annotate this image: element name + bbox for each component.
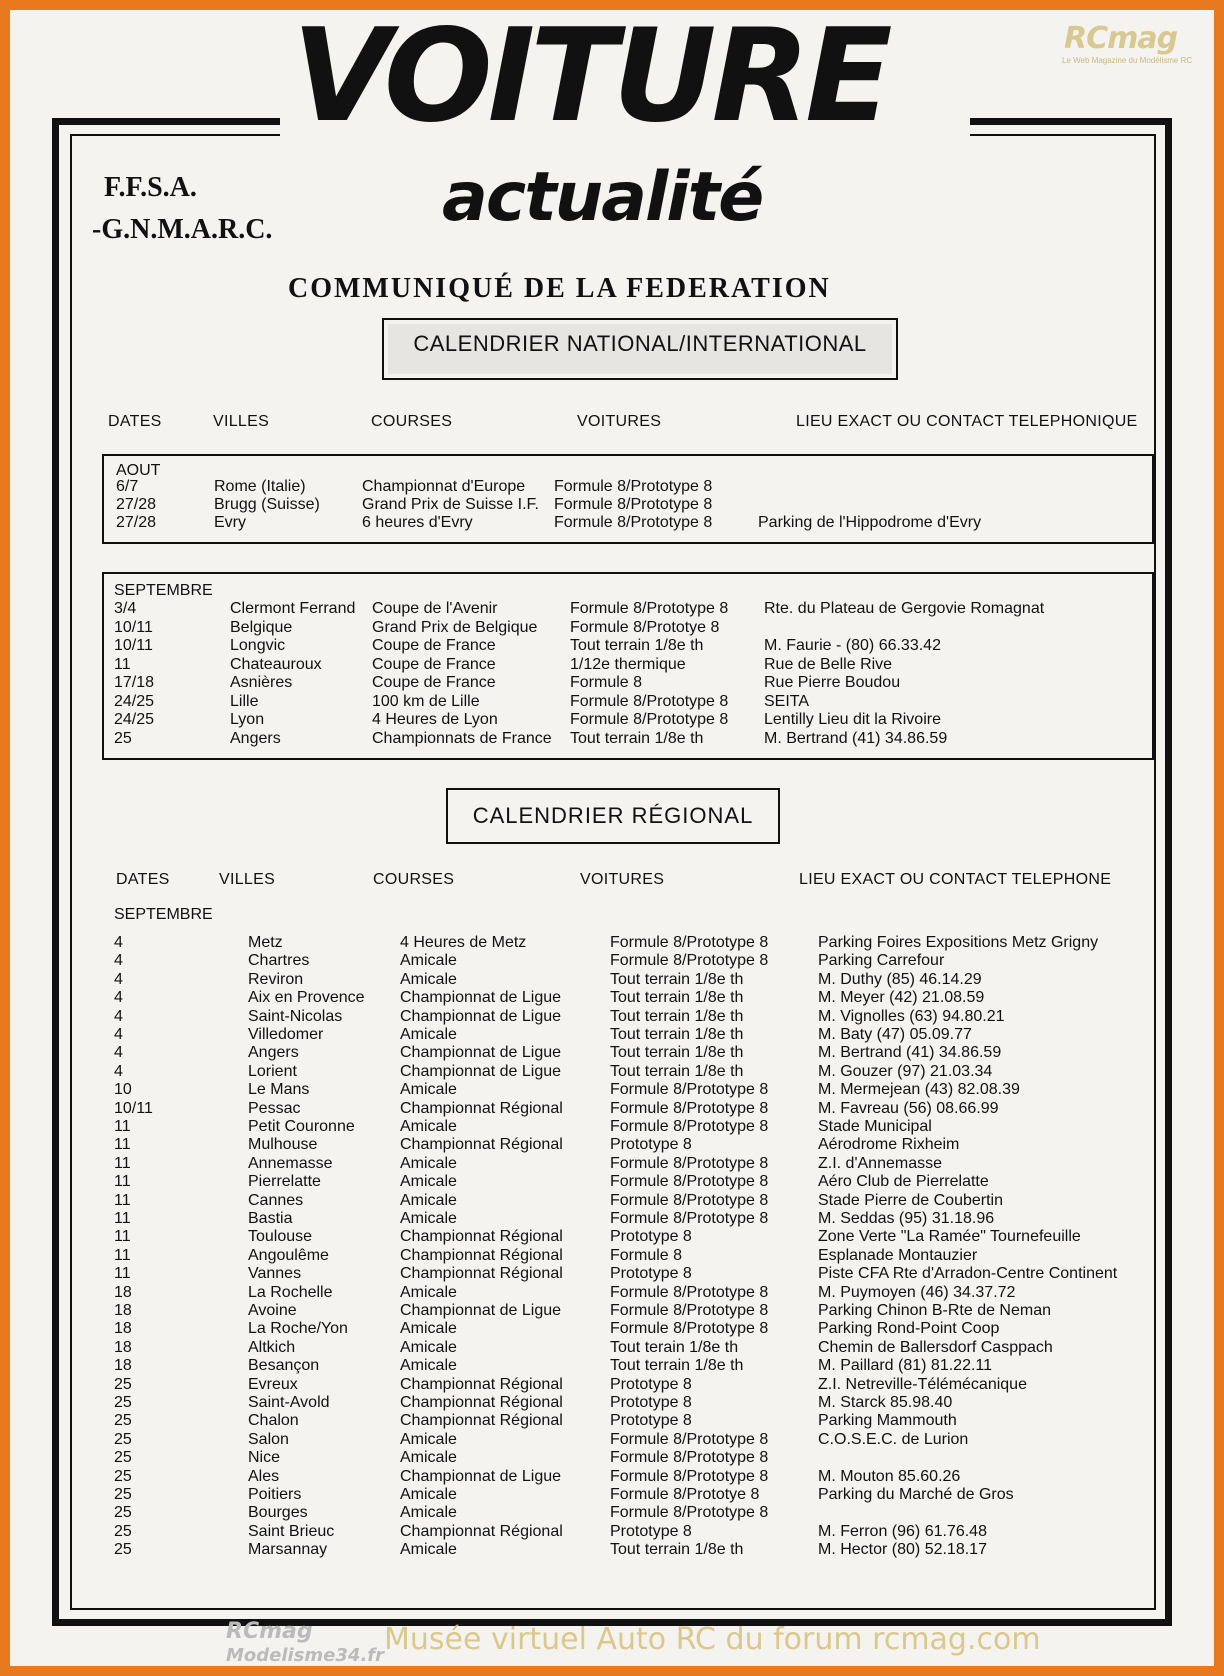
table-row: [10, 952, 1214, 970]
cell-ville: Lorient: [248, 1062, 297, 1080]
cell-ville: Evry: [214, 514, 246, 531]
cell-date: 25: [114, 1467, 132, 1485]
cell-lieu: Parking du Marché de Gros: [818, 1486, 1014, 1503]
cell-ville: Evreux: [248, 1375, 298, 1393]
cell-voiture: Formule 8/Prototype 8: [570, 711, 729, 728]
cell-voiture: Formule 8/Prototype 8: [610, 934, 769, 951]
cell-date: 25: [114, 1412, 132, 1430]
cell-ville: Angers: [230, 729, 281, 747]
cell-course: Coupe de France: [372, 674, 496, 691]
cell-ville: Mulhouse: [248, 1136, 318, 1154]
cell-lieu: Lentilly Lieu dit la Rivoire: [764, 711, 941, 728]
table-row: [10, 1412, 1214, 1430]
cell-date: 25: [114, 1504, 132, 1522]
cell-lieu: M. Mermejean (43) 82.08.39: [818, 1081, 1020, 1099]
cell-ville: Chartres: [248, 952, 310, 970]
cell-voiture: Formule 8/Prototype 8: [610, 1173, 769, 1191]
cell-lieu: Rue de Belle Rive: [764, 655, 893, 673]
cell-lieu: Chemin de Ballersdorf Casppach: [818, 1338, 1053, 1356]
cell-ville: Petit Couronne: [248, 1118, 355, 1135]
table-row: [10, 1081, 1214, 1099]
month-label: AOUT: [116, 462, 161, 479]
cell-course: Amicale: [400, 1191, 457, 1209]
cell-lieu: Aéro Club de Pierrelatte: [818, 1173, 989, 1191]
table-row: [10, 1247, 1214, 1265]
cell-date: 25: [114, 1541, 132, 1559]
cell-voiture: Formule 8/Prototype 8: [610, 1081, 769, 1099]
rcmag-tagline: Le Web Magazine du Modélisme RC: [1062, 56, 1193, 65]
cell-date: 17/18: [114, 674, 155, 691]
table-row: [10, 1504, 1214, 1522]
cell-date: 25: [114, 1394, 132, 1411]
cell-voiture: Formule 8/Prototype 8: [570, 692, 729, 710]
col-lieu: LIEU EXACT OU CONTACT TELEPHONIQUE: [796, 413, 1138, 430]
org-gnmarc: -G.N.M.A.R.C.: [92, 214, 273, 245]
rcmag-watermark-logo: RCmag: [226, 1619, 313, 1644]
table-row: [10, 1210, 1214, 1228]
cell-date: 10/11: [114, 618, 153, 636]
page-title: VOITURE: [292, 10, 888, 151]
cell-course: Championnat Régional: [400, 1136, 563, 1154]
cell-course: Amicale: [400, 1357, 457, 1375]
cell-ville: Saint-Nicolas: [248, 1007, 343, 1025]
col-villes: VILLES: [213, 413, 270, 430]
regional-calendar-title-text: CALENDRIER RÉGIONAL: [472, 803, 754, 828]
cell-date: 24/25: [114, 711, 155, 728]
cell-course: Coupe de l'Avenir: [372, 600, 498, 617]
cell-lieu: M. Favreau (56) 08.66.99: [818, 1099, 999, 1117]
cell-course: Grand Prix de Belgique: [372, 618, 538, 636]
table-row: [10, 989, 1214, 1007]
cell-voiture: Tout terrain 1/8e th: [610, 1357, 744, 1375]
cell-ville: Lille: [230, 692, 259, 710]
cell-course: Amicale: [400, 1118, 457, 1135]
cell-ville: Reviron: [248, 970, 304, 988]
table-row: [10, 934, 1214, 952]
cell-date: 11: [114, 1191, 131, 1209]
table-row: [10, 1523, 1214, 1541]
cell-date: 4: [114, 1007, 123, 1025]
cell-lieu: M. Duthy (85) 46.14.29: [818, 970, 982, 988]
cell-voiture: Prototype 8: [610, 1522, 692, 1540]
cell-voiture: Formule 8/Prototype 8: [554, 478, 713, 495]
cell-date: 4: [114, 1026, 123, 1043]
col-voitures: VOITURES: [580, 871, 665, 888]
month-label: SEPTEMBRE: [114, 582, 213, 599]
cell-lieu: Rte. du Plateau de Gergovie Romagnat: [764, 600, 1045, 617]
cell-ville: Metz: [248, 934, 283, 951]
cell-course: Championnat de Ligue: [400, 1467, 562, 1485]
cell-date: 18: [114, 1283, 132, 1301]
col-courses: COURSES: [373, 871, 455, 888]
table-row: [10, 1228, 1214, 1246]
cell-voiture: Prototype 8: [610, 1375, 692, 1393]
cell-voiture: Formule 8/Prototype 8: [610, 1467, 769, 1485]
col-villes: VILLES: [219, 871, 276, 888]
cell-lieu: SEITA: [764, 692, 810, 710]
table-row: [10, 1302, 1214, 1320]
cell-date: 24/25: [114, 692, 155, 710]
cell-ville: Vannes: [248, 1265, 302, 1283]
col-courses: COURSES: [371, 413, 453, 430]
cell-ville: Aix en Provence: [248, 989, 365, 1007]
cell-course: Amicale: [400, 952, 457, 970]
cell-voiture: Prototype 8: [610, 1265, 692, 1283]
cell-voiture: Prototype 8: [610, 1136, 692, 1154]
table-row: [10, 1357, 1214, 1375]
cell-ville: Chateauroux: [230, 655, 322, 673]
cell-ville: Asnières: [230, 674, 293, 691]
cell-course: Amicale: [400, 1210, 457, 1227]
cell-voiture: Tout terrain 1/8e th: [610, 989, 744, 1007]
cell-course: Championnat de Ligue: [400, 1044, 562, 1062]
cell-course: Amicale: [400, 1486, 457, 1503]
regional-table: [10, 10, 1214, 1666]
cell-course: Amicale: [400, 1026, 457, 1043]
cell-date: 11: [114, 1173, 131, 1191]
cell-date: 11: [114, 1228, 131, 1246]
cell-voiture: Prototype 8: [610, 1228, 692, 1246]
cell-lieu: Aérodrome Rixheim: [818, 1136, 960, 1154]
cell-ville: Marsannay: [248, 1541, 328, 1559]
cell-lieu: M. Meyer (42) 21.08.59: [818, 989, 985, 1007]
cell-course: Amicale: [400, 1449, 457, 1467]
cell-lieu: Parking Foires Expositions Metz Grigny: [818, 934, 1099, 951]
cell-lieu: M. Mouton 85.60.26: [818, 1467, 961, 1485]
cell-course: Championnat Régional: [400, 1246, 563, 1264]
table-row: [10, 1118, 1214, 1136]
cell-course: 4 Heures de Lyon: [372, 711, 498, 728]
table-row: [10, 1100, 1214, 1118]
cell-date: 4: [114, 952, 123, 970]
regional-month-label: SEPTEMBRE: [114, 906, 213, 923]
cell-lieu: M. Vignolles (63) 94.80.21: [818, 1007, 1005, 1025]
cell-lieu: M. Bertrand (41) 34.86.59: [764, 729, 948, 747]
cell-course: Coupe de France: [372, 655, 496, 673]
cell-date: 4: [114, 1044, 123, 1062]
cell-ville: Clermont Ferrand: [230, 600, 356, 617]
cell-ville: Belgique: [230, 618, 293, 636]
cell-voiture: Formule 8/Prototype 8: [610, 1430, 769, 1448]
cell-course: Championnat Régional: [400, 1228, 563, 1246]
modelisme34-watermark: Modelisme34.fr: [226, 1645, 384, 1666]
cell-date: 10/11: [114, 637, 153, 654]
cell-ville: Brugg (Suisse): [214, 496, 320, 513]
communique-heading: COMMUNIQUÉ DE LA FEDERATION: [288, 273, 831, 304]
cell-ville: Angers: [248, 1044, 299, 1062]
national-calendar-title-text: CALENDRIER NATIONAL/INTERNATIONAL: [413, 331, 867, 356]
cell-voiture: Formule 8/Prototype 8: [610, 1302, 769, 1319]
cell-lieu: Rue Pierre Boudou: [764, 674, 901, 691]
cell-course: Championnat de Ligue: [400, 1062, 562, 1080]
cell-voiture: Formule 8/Prototye 8: [570, 618, 720, 636]
cell-lieu: Esplanade Montauzier: [818, 1246, 978, 1264]
cell-lieu: Parking Carrefour: [818, 952, 945, 970]
cell-ville: Toulouse: [248, 1228, 313, 1246]
cell-course: Championnat de Ligue: [400, 989, 562, 1007]
cell-ville: Longvic: [230, 637, 286, 654]
cell-ville: Nice: [248, 1449, 281, 1467]
cell-lieu: M. Faurie - (80) 66.33.42: [764, 637, 941, 654]
cell-course: Amicale: [400, 1283, 457, 1301]
cell-course: Championnat Régional: [400, 1394, 563, 1411]
cell-date: 25: [114, 729, 132, 747]
cell-date: 11: [114, 1136, 131, 1154]
cell-course: Championnat d'Europe: [362, 478, 526, 495]
cell-ville: Annemasse: [248, 1154, 333, 1172]
cell-ville: La Roche/Yon: [248, 1320, 348, 1338]
col-lieu: LIEU EXACT OU CONTACT TELEPHONE: [799, 871, 1112, 888]
table-row: [10, 1541, 1214, 1559]
cell-date: 4: [114, 989, 123, 1007]
cell-lieu: M. Bertrand (41) 34.86.59: [818, 1044, 1002, 1062]
cell-date: 25: [114, 1375, 132, 1393]
table-row: [10, 1192, 1214, 1210]
cell-ville: Rome (Italie): [214, 478, 306, 495]
cell-lieu: Parking Chinon B-Rte de Neman: [818, 1302, 1052, 1319]
cell-date: 11: [114, 655, 131, 673]
cell-lieu: M. Paillard (81) 81.22.11: [818, 1357, 993, 1375]
cell-lieu: Z.I. d'Annemasse: [818, 1154, 942, 1172]
cell-voiture: Formule 8/Prototype 8: [610, 1191, 769, 1209]
cell-course: Championnat Régional: [400, 1099, 563, 1117]
cell-lieu: M. Starck 85.98.40: [818, 1394, 953, 1411]
cell-ville: Bourges: [248, 1504, 308, 1522]
table-row: [10, 1026, 1214, 1044]
cell-voiture: Tout terrain 1/8e th: [610, 1541, 744, 1559]
cell-lieu: Zone Verte "La Ramée" Tournefeuille: [818, 1228, 1081, 1246]
cell-course: Championnat Régional: [400, 1375, 563, 1393]
cell-voiture: Tout terrain 1/8e th: [610, 1007, 744, 1025]
cell-voiture: Formule 8/Prototye 8: [610, 1486, 760, 1503]
cell-lieu: M. Ferron (96) 61.76.48: [818, 1522, 987, 1540]
magazine-page: [10, 10, 1214, 1666]
cell-voiture: Formule 8/Prototype 8: [610, 1154, 769, 1172]
cell-course: Championnats de France: [372, 729, 552, 747]
cell-course: Amicale: [400, 1154, 457, 1172]
table-row: [10, 1486, 1214, 1504]
cell-ville: Le Mans: [248, 1081, 310, 1099]
col-voitures: VOITURES: [577, 413, 662, 430]
cell-date: 25: [114, 1522, 132, 1540]
cell-voiture: Tout terrain 1/8e th: [610, 1026, 744, 1043]
cell-lieu: Parking de l'Hippodrome d'Evry: [758, 514, 982, 531]
cell-date: 25: [114, 1449, 132, 1467]
cell-date: 6/7: [116, 478, 139, 495]
cell-lieu: Parking Rond-Point Coop: [818, 1320, 1000, 1338]
cell-course: Amicale: [400, 1430, 457, 1448]
cell-voiture: Formule 8/Prototype 8: [570, 600, 729, 617]
cell-ville: Altkich: [248, 1338, 296, 1356]
cell-date: 10: [114, 1081, 132, 1099]
cell-voiture: Tout terrain 1/8e th: [570, 729, 704, 747]
cell-date: 11: [114, 1154, 131, 1172]
table-row: [10, 1468, 1214, 1486]
cell-ville: Bastia: [248, 1210, 293, 1227]
cell-course: Championnat Régional: [400, 1265, 563, 1283]
cell-voiture: Formule 8/Prototype 8: [610, 1099, 769, 1117]
cell-ville: Chalon: [248, 1412, 299, 1430]
page-subtitle: actualité: [442, 158, 763, 237]
cell-lieu: M. Seddas (95) 31.18.96: [818, 1210, 995, 1227]
cell-lieu: Stade Municipal: [818, 1118, 932, 1135]
cell-voiture: Tout terrain 1/8e th: [570, 637, 704, 654]
cell-voiture: Tout terrain 1/8e th: [610, 970, 744, 988]
cell-ville: Lyon: [230, 711, 265, 728]
cell-course: Amicale: [400, 1173, 457, 1191]
table-row: [10, 1063, 1214, 1081]
cell-voiture: Formule 8/Prototype 8: [610, 1449, 769, 1467]
cell-voiture: Formule 8/Prototype 8: [610, 1210, 769, 1227]
cell-voiture: Prototype 8: [610, 1394, 692, 1411]
cell-voiture: 1/12e thermique: [570, 655, 686, 673]
col-dates: DATES: [108, 413, 162, 430]
cell-course: Amicale: [400, 970, 457, 988]
cell-date: 10/11: [114, 1099, 153, 1117]
table-row: [10, 1044, 1214, 1062]
cell-voiture: Formule 8/Prototype 8: [610, 1118, 769, 1135]
table-row: [10, 1008, 1214, 1026]
cell-date: 25: [114, 1486, 132, 1503]
cell-course: Championnat Régional: [400, 1412, 563, 1430]
cell-date: 4: [114, 934, 123, 951]
org-ffsa: F.F.S.A.: [104, 172, 197, 203]
cell-date: 4: [114, 970, 123, 988]
cell-ville: Pierrelatte: [248, 1173, 321, 1191]
cell-lieu: M. Gouzer (97) 21.03.34: [818, 1062, 993, 1080]
cell-ville: Pessac: [248, 1099, 301, 1117]
cell-course: 6 heures d'Evry: [362, 514, 473, 531]
cell-voiture: Tout terrain 1/8e th: [610, 1062, 744, 1080]
cell-ville: Saint-Avold: [248, 1394, 330, 1411]
cell-ville: Poitiers: [248, 1486, 302, 1503]
cell-date: 18: [114, 1302, 132, 1319]
cell-date: 18: [114, 1338, 132, 1356]
cell-voiture: Formule 8: [570, 674, 643, 691]
cell-course: 4 Heures de Metz: [400, 934, 527, 951]
cell-course: Championnat de Ligue: [400, 1007, 562, 1025]
table-row: [10, 1265, 1214, 1283]
cell-ville: La Rochelle: [248, 1283, 333, 1301]
table-row: [10, 1431, 1214, 1449]
cell-date: 27/28: [116, 514, 157, 531]
cell-course: Amicale: [400, 1081, 457, 1099]
cell-date: 4: [114, 1062, 123, 1080]
cell-date: 18: [114, 1320, 132, 1338]
cell-date: 25: [114, 1430, 132, 1448]
cell-course: Amicale: [400, 1320, 457, 1338]
cell-ville: Salon: [248, 1430, 289, 1448]
cell-ville: Besançon: [248, 1357, 320, 1375]
cell-course: Amicale: [400, 1541, 457, 1559]
table-row: [10, 1155, 1214, 1173]
cell-lieu: Stade Pierre de Coubertin: [818, 1191, 1003, 1209]
cell-course: Grand Prix de Suisse I.F.: [362, 496, 539, 513]
cell-ville: Angoulême: [248, 1246, 329, 1264]
cell-ville: Villedomer: [248, 1026, 324, 1043]
cell-date: 3/4: [114, 600, 137, 617]
cell-course: Amicale: [400, 1504, 457, 1522]
cell-lieu: Parking Mammouth: [818, 1412, 957, 1430]
cell-voiture: Formule 8/Prototype 8: [610, 1504, 769, 1522]
cell-voiture: Tout terrain 1/8e th: [610, 1044, 744, 1062]
rcmag-logo: RCmag: [1064, 21, 1178, 56]
cell-course: Championnat de Ligue: [400, 1302, 562, 1319]
cell-voiture: Formule 8/Prototype 8: [554, 496, 713, 513]
cell-voiture: Formule 8: [610, 1246, 683, 1264]
table-row: [10, 1173, 1214, 1191]
cell-course: 100 km de Lille: [372, 692, 480, 710]
table-row: [10, 1376, 1214, 1394]
cell-lieu: M. Hector (80) 52.18.17: [818, 1541, 987, 1559]
cell-course: Amicale: [400, 1338, 457, 1356]
cell-ville: Ales: [248, 1467, 280, 1485]
museum-watermark: Musée virtuel Auto RC du forum rcmag.com: [384, 1622, 1041, 1657]
cell-voiture: Formule 8/Prototype 8: [554, 514, 713, 531]
cell-voiture: Formule 8/Prototype 8: [610, 1320, 769, 1338]
table-row: [10, 1449, 1214, 1467]
table-row: [10, 971, 1214, 989]
cell-date: 27/28: [116, 496, 157, 513]
cell-lieu: Piste CFA Rte d'Arradon-Centre Continent: [818, 1265, 1118, 1283]
cell-lieu: M. Baty (47) 05.09.77: [818, 1026, 972, 1043]
cell-lieu: M. Puymoyen (46) 34.37.72: [818, 1283, 1016, 1301]
cell-voiture: Prototype 8: [610, 1412, 692, 1430]
table-row: [10, 1136, 1214, 1154]
cell-course: Coupe de France: [372, 637, 496, 654]
cell-date: 11: [114, 1210, 131, 1227]
cell-ville: Cannes: [248, 1191, 304, 1209]
cell-date: 11: [114, 1265, 131, 1283]
table-row: [10, 1320, 1214, 1338]
table-row: [10, 1339, 1214, 1357]
cell-voiture: Tout terain 1/8e th: [610, 1338, 739, 1356]
cell-date: 18: [114, 1357, 132, 1375]
cell-ville: Saint Brieuc: [248, 1522, 335, 1540]
cell-voiture: Formule 8/Prototype 8: [610, 952, 769, 970]
cell-ville: Avoine: [248, 1302, 297, 1319]
cell-lieu: C.O.S.E.C. de Lurion: [818, 1430, 969, 1448]
cell-voiture: Formule 8/Prototype 8: [610, 1283, 769, 1301]
cell-lieu: Z.I. Netreville-Télémécanique: [818, 1375, 1027, 1393]
table-row: [10, 1394, 1214, 1412]
cell-date: 11: [114, 1246, 131, 1264]
cell-date: 11: [114, 1118, 131, 1135]
table-row: [10, 1284, 1214, 1302]
col-dates: DATES: [116, 871, 170, 888]
cell-course: Championnat Régional: [400, 1522, 563, 1540]
